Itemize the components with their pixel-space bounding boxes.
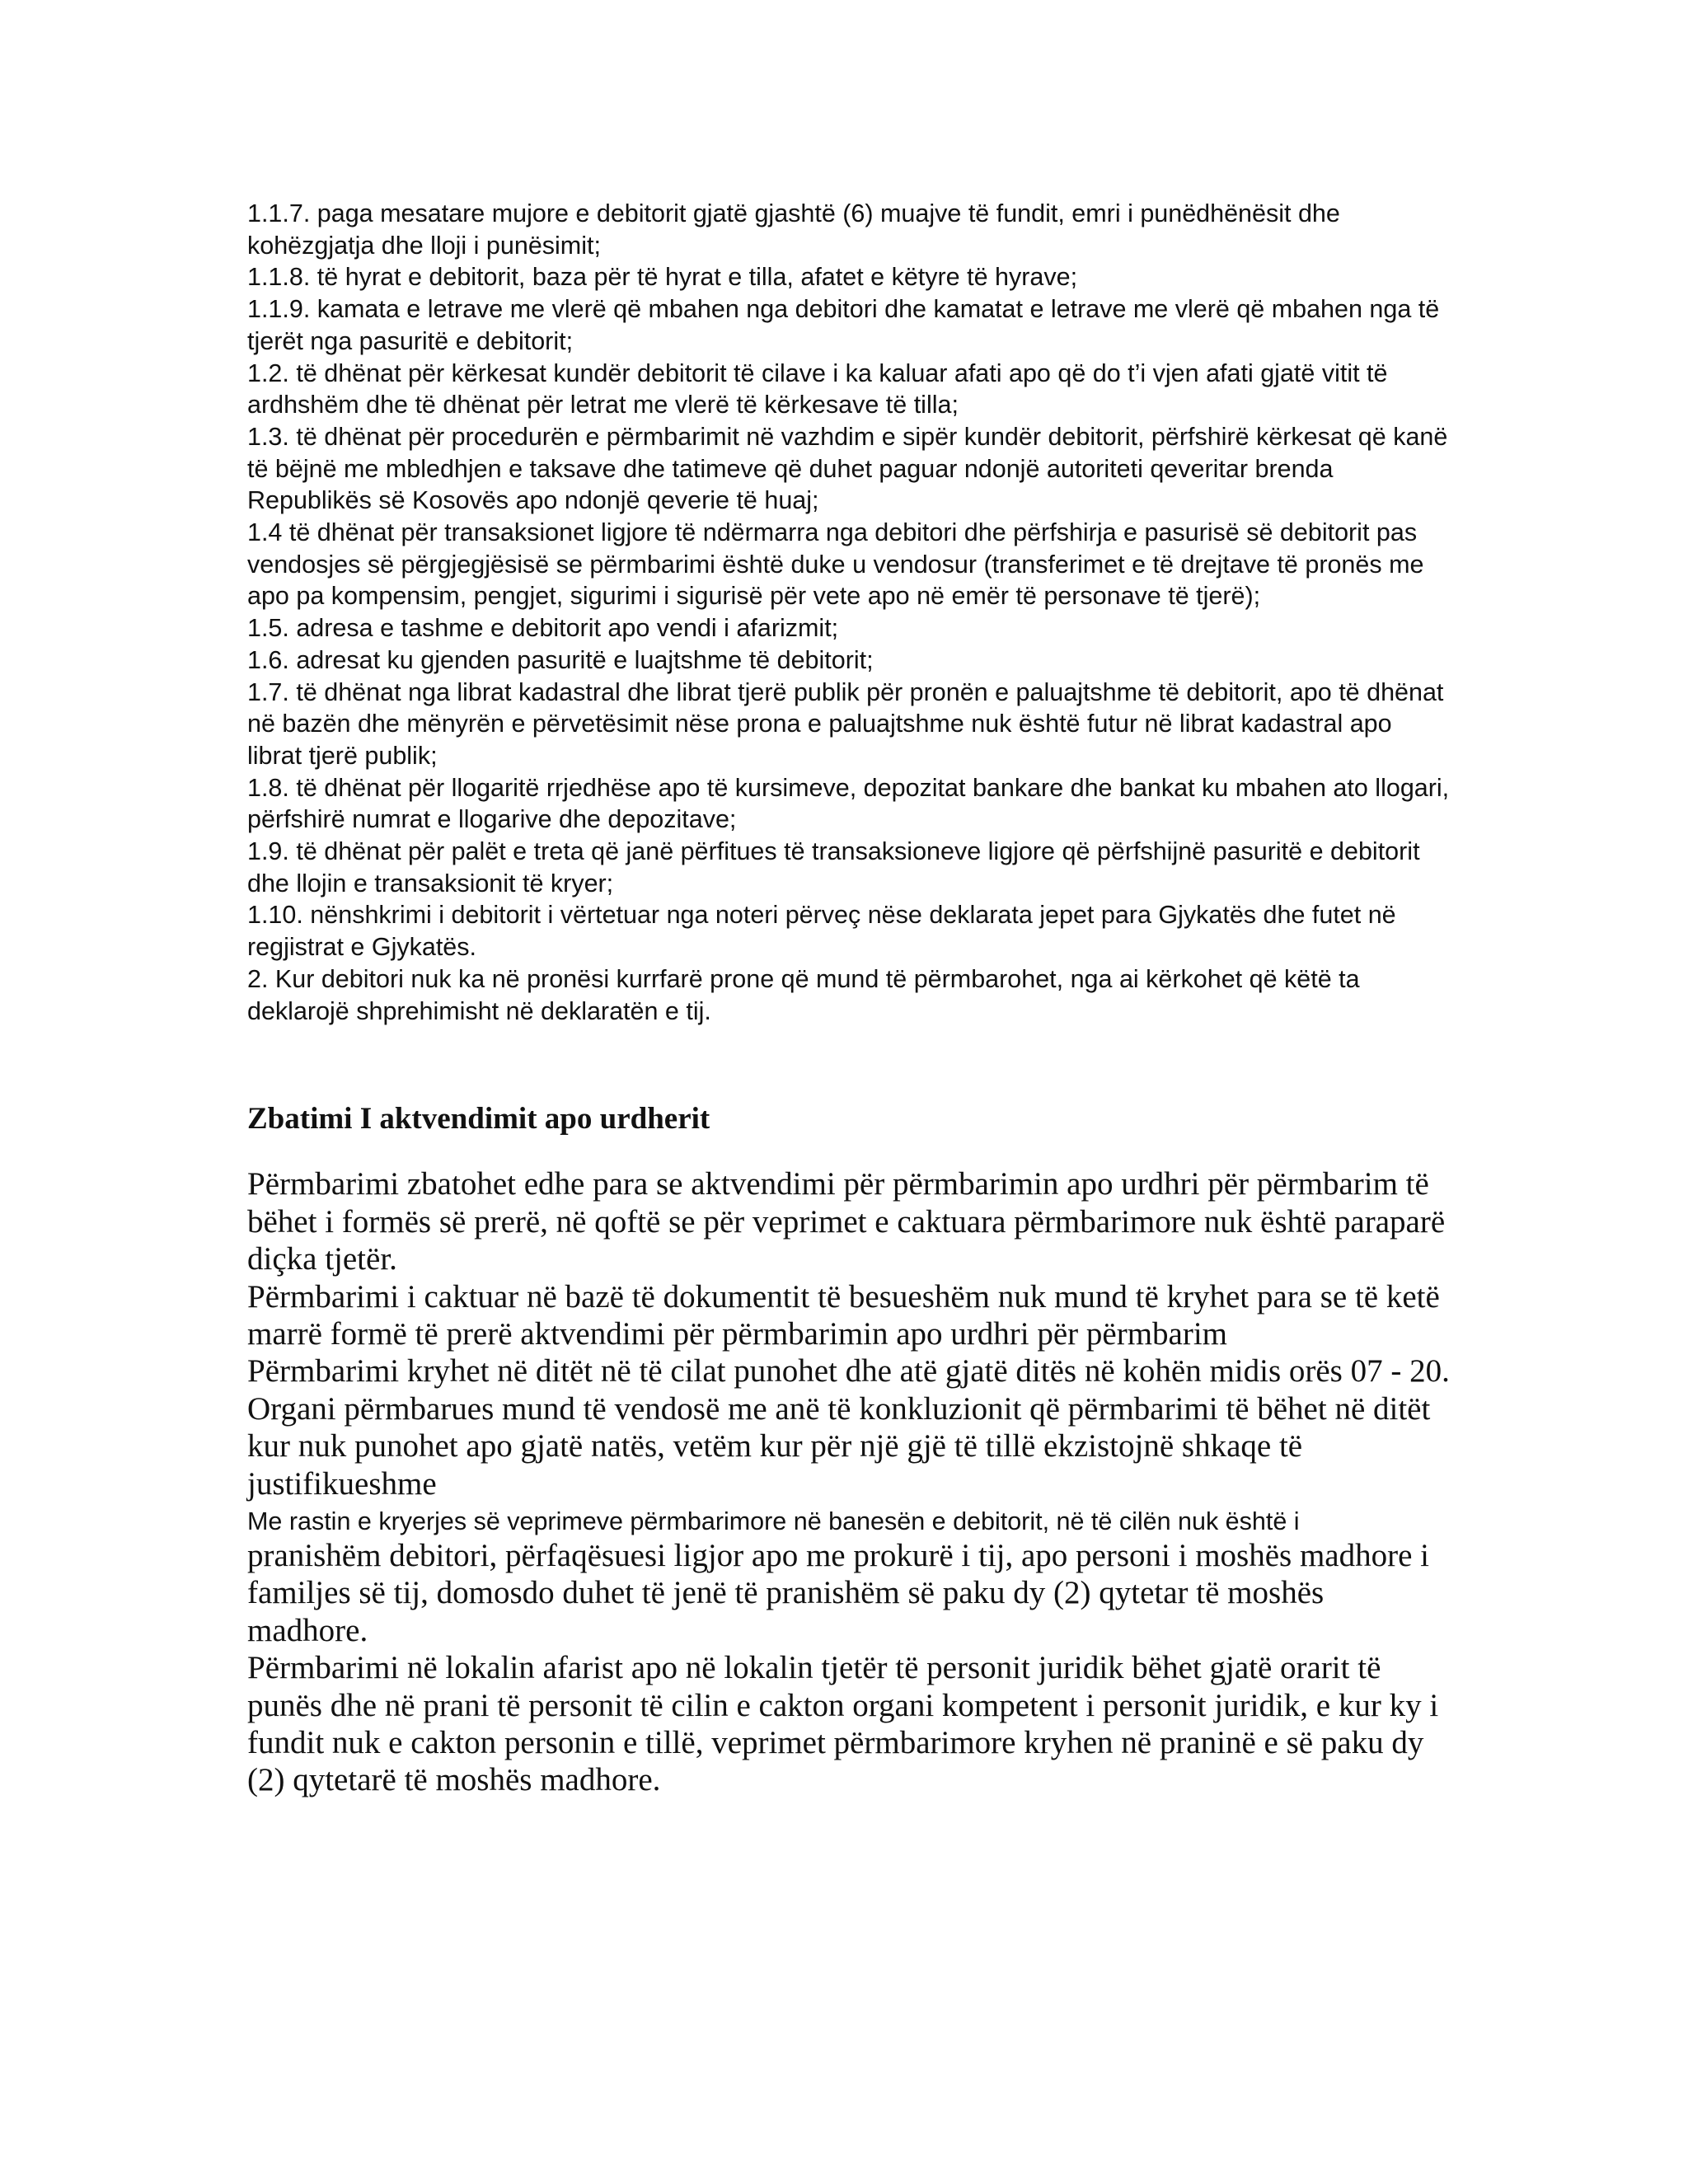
list-item: 1.7. të dhënat nga librat kadastral dhe librat tjerë publik për pronën e paluajtshme të debitorit, apo të dhënat në bazën dhe mënyrën e përvetësimit nëse prona e paluajtshme nuk është futur në librat kadastral apo librat tjerë publik; bbox=[247, 677, 1444, 770]
list-item: 1.4 të dhënat për transaksionet ligjore të ndërmarra nga debitori dhe përfshirja e pasurisë së debitorit pas vendosjes së përgjegjësisë se përmbarimi është duke u vendosur (transferimet e të drejtave të pronës me apo pa kompensim, pengjet, sigurimi i sigurisë për vete apo në emër të personave të tjerë); bbox=[247, 518, 1424, 611]
list-item: 1.1.9. kamata e letrave me vlerë që mbahen nga debitori dhe kamatat e letrave me vlerë që mbahen nga të tjerët nga pasuritë e debitorit; bbox=[247, 295, 1440, 355]
list-item: 1.3. të dhënat për procedurën e përmbarimit në vazhdim e sipër kundër debitorit, përfshirë kërkesat që kanë të bëjnë me mbledhjen e taksave dhe tatimeve që duhet paguar ndonjë autoriteti qeveritar brenda Republikës së Kosovës apo ndonjë qeverie të huaj; bbox=[247, 422, 1448, 515]
paragraph: Përmbarimi kryhet në ditët në të cilat punohet dhe atë gjatë ditës në kohën midis orës 07 - 20. bbox=[247, 1353, 1450, 1390]
list-item: 1.1.7. paga mesatare mujore e debitorit gjatë gjashtë (6) muajve të fundit, emri i punëdhënësit dhe kohëzgjatja dhe lloji i punësimit; bbox=[247, 199, 1340, 260]
section-body bbox=[247, 1165, 1451, 1799]
list-item: 1.5. adresa e tashme e debitorit apo vendi i afarizmit; bbox=[247, 614, 839, 643]
list-item: 2. Kur debitori nuk ka në pronësi kurrfarë prone që mund të përmbarohet, nga ai kërkohet që këtë ta deklarojë shprehimisht në deklaratën e tij. bbox=[247, 964, 1360, 1025]
enumerated-list bbox=[247, 198, 1451, 1027]
paragraph-serif-part: pranishëm debitori, përfaqësuesi ligjor apo me prokurë i tij, apo personi i moshës madhore i familjes së tij, domosdo duhet të jenë të pranishëm së paku dy (2) qytetar të moshës madhore. bbox=[247, 1537, 1429, 1648]
paragraph: Përmbarimi i caktuar në bazë të dokumentit të besueshëm nuk mund të kryhet para se të ketë marrë formë të prerë aktvendimi për përmbarimin apo urdhri për përmbarim bbox=[247, 1278, 1440, 1352]
paragraph: Organi përmbarues mund të vendosë me anë të konkluzionit që përmbarimi të bëhet në ditët kur nuk punohet apo gjatë natës, vetëm kur për një gjë të tillë ekzistojnë shkaqe të justifikueshme bbox=[247, 1390, 1431, 1502]
list-item: 1.10. nënshkrimi i debitorit i vërtetuar nga noteri përveç nëse deklarata jepet para Gjykatës dhe futet në regjistrat e Gjykatës. bbox=[247, 901, 1396, 962]
mixed-paragraph bbox=[247, 1506, 1451, 1649]
paragraph: Përmbarimi zbatohet edhe para se aktvendimi për përmbarimin apo urdhri për përmbarim të bëhet i formës së prerë, në qoftë se për veprimet e caktuara përmbarimore nuk është paraparë diçka tjetër. bbox=[247, 1166, 1446, 1277]
paragraph: Përmbarimi në lokalin afarist apo në lokalin tjetër të personit juridik bëhet gjatë orarit të punës dhe në prani të personit të cilin e cakton organi kompetent i personit juridik, e kur ky i fundit nuk e cakton personin e tillë, veprimet përmbarimore kryhen në praninë e së paku dy (2) qytetarë të moshës madhore. bbox=[247, 1650, 1439, 1798]
section-heading: Zbatimi I aktvendimit apo urdherit bbox=[247, 1102, 710, 1137]
list-item: 1.8. të dhënat për llogaritë rrjedhëse apo të kursimeve, depozitat bankare dhe bankat ku mbahen ato llogari, përfshirë numrat e llogarive dhe depozitave; bbox=[247, 773, 1450, 834]
list-item: 1.9. të dhënat për palët e treta që janë përfitues të transaksioneve ligjore që përfshijnë pasuritë e debitorit dhe llojin e transaksionit të kryer; bbox=[247, 837, 1420, 898]
list-item: 1.1.8. të hyrat e debitorit, baza për të hyrat e tilla, afatet e këtyre të hyrave; bbox=[247, 263, 1078, 292]
list-item: 1.6. adresat ku gjenden pasuritë e luajtshme të debitorit; bbox=[247, 645, 874, 674]
document-page bbox=[247, 198, 1451, 1799]
list-item: 1.2. të dhënat për kërkesat kundër debitorit të cilave i ka kaluar afati apo që do t’i vjen afati gjatë vitit të ardhshëm dhe të dhënat për letrat me vlerë të kërkesave të tilla; bbox=[247, 359, 1388, 419]
paragraph-sans-part: Me rastin e kryerjes së veprimeve përmbarimore në banesën e debitorit, në të cilën nuk është i bbox=[247, 1507, 1300, 1535]
